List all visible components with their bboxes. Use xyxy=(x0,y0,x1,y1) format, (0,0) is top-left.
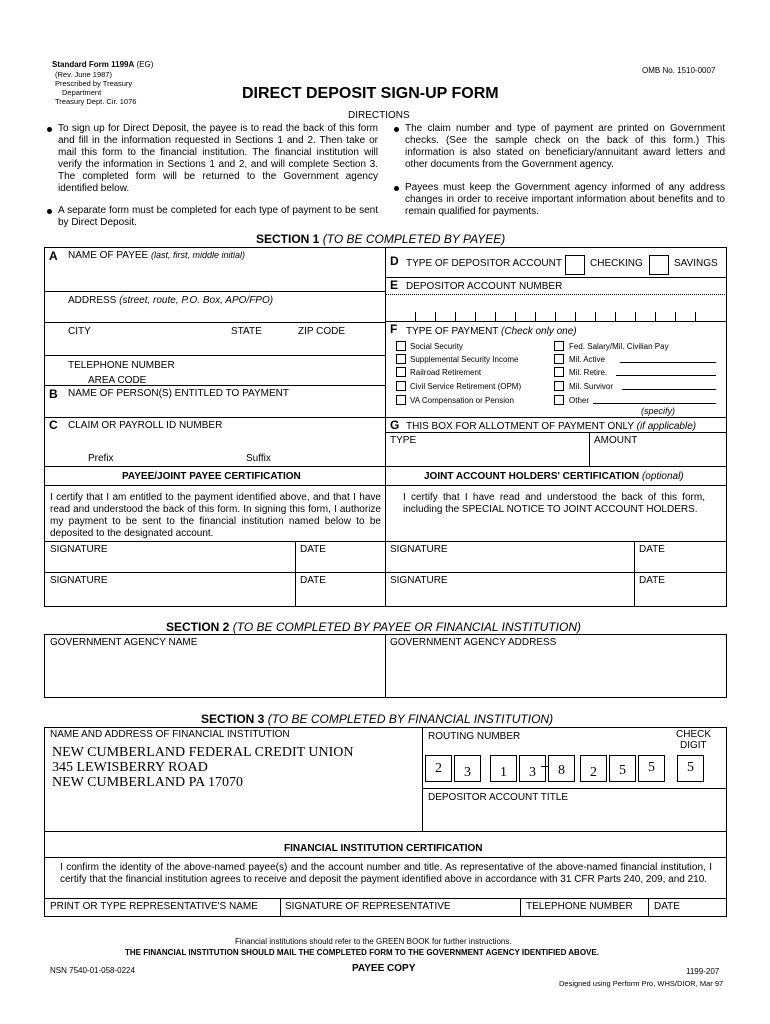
joint-signature-2[interactable]: SIGNATURE xyxy=(390,575,448,586)
fi-name-line2[interactable]: 345 LEWISBERRY ROAD xyxy=(52,760,208,775)
payment-option-label: VA Compensation or Pension xyxy=(410,396,514,405)
payment-option-label: Mil. Retire. xyxy=(569,368,608,377)
form-id-suffix: (EG) xyxy=(136,60,154,69)
routing-digit[interactable]: 8 xyxy=(548,755,575,782)
ssi-checkbox[interactable] xyxy=(396,354,406,364)
fi-cert-title: FINANCIAL INSTITUTION CERTIFICATION xyxy=(284,843,483,854)
payment-type-heading xyxy=(406,326,577,338)
direction-right-2: Payees must keep the Government agency informed of any address changes in order to receive important information about benefits and to remain qualified for payments. xyxy=(405,182,725,217)
divider xyxy=(280,898,281,917)
zip-label[interactable]: ZIP CODE xyxy=(298,326,346,337)
joint-cert-note: (optional) xyxy=(641,471,684,482)
divider xyxy=(44,466,727,467)
routing-digit[interactable]: 5 xyxy=(609,755,636,782)
address-label: ADDRESS xyxy=(68,295,117,306)
tick xyxy=(455,312,456,321)
va-checkbox[interactable] xyxy=(396,395,406,405)
footer-note-1: Financial institutions should refer to the GREEN BOOK for further instructions. xyxy=(235,937,512,946)
divider xyxy=(385,432,727,433)
omb-number: OMB No. 1510-0007 xyxy=(642,66,716,75)
payment-option-label: Fed. Salary/Mil. Civilian Pay xyxy=(569,342,669,351)
divider xyxy=(44,322,385,323)
claim-id-label[interactable]: CLAIM OR PAYROLL ID NUMBER xyxy=(68,420,223,431)
other-checkbox[interactable] xyxy=(554,395,564,405)
section1-note: (TO BE COMPLETED BY PAYEE) xyxy=(322,232,506,246)
divider xyxy=(385,634,386,698)
section3-heading xyxy=(201,712,553,726)
divider xyxy=(422,727,423,831)
divider xyxy=(422,788,727,789)
tick xyxy=(435,312,436,321)
address-note: (street, route, P.O. Box, APO/FPO) xyxy=(119,295,274,306)
divider xyxy=(385,321,727,322)
letter-a: A xyxy=(49,249,58,263)
prescribed-3: Treasury Dept. Cir. 1076 xyxy=(55,97,137,106)
mil-active-checkbox[interactable] xyxy=(554,354,564,364)
tick xyxy=(695,312,696,321)
fill-line xyxy=(616,375,716,376)
state-label[interactable]: STATE xyxy=(231,326,262,337)
payee-cert-title: PAYEE/JOINT PAYEE CERTIFICATION xyxy=(122,471,301,482)
fi-phone-field[interactable]: TELEPHONE NUMBER xyxy=(526,901,633,912)
bullet-icon xyxy=(47,209,52,214)
divider xyxy=(385,294,727,295)
letter-d: D xyxy=(390,254,399,268)
account-type-label: TYPE OF DEPOSITOR ACCOUNT xyxy=(406,258,562,269)
routing-digit[interactable]: 5 xyxy=(638,755,665,782)
check-digit-box[interactable]: 5 xyxy=(677,755,704,782)
bullet-icon xyxy=(394,127,399,132)
direction-right-1: The claim number and type of payment are printed on Government checks. (See the sample check on the back of this form.) This information is also stated on beneficiary/annuitant award letters and other documents from the Government agency. xyxy=(405,123,725,170)
divider xyxy=(648,898,649,917)
payee-copy-label: PAYEE COPY xyxy=(352,963,416,974)
routing-digit[interactable]: 3 xyxy=(519,755,546,782)
divider xyxy=(634,541,635,607)
city-label[interactable]: CITY xyxy=(68,326,91,337)
designed-by: Designed using Perform Pro, WHS/DIOR, Mar 97 xyxy=(559,979,724,988)
telephone-label[interactable]: TELEPHONE NUMBER xyxy=(68,360,175,371)
divider xyxy=(44,831,727,832)
payee-signature-2[interactable]: SIGNATURE xyxy=(50,575,108,586)
routing-digit[interactable]: 2 xyxy=(425,755,452,782)
check-digit-label-1: CHECK xyxy=(676,729,712,740)
divider xyxy=(589,432,590,466)
section2-title: SECTION 2 xyxy=(166,620,230,634)
divider xyxy=(385,541,386,607)
direction-left-1: To sign up for Direct Deposit, the payee is to read the back of this form and fill in the information requested in Sections 1 and 2. Then take or mail this form to the financial institution. The financial institution will verify the information in Sections 1 and 2, and will complete Section 3. The completed form will be returned to the Government agency identified below. xyxy=(58,123,378,194)
tick xyxy=(555,312,556,321)
nsn-number: NSN 7540-01-058-0224 xyxy=(50,966,135,975)
fill-line xyxy=(622,389,716,390)
payee-name-note: (last, first, middle initial) xyxy=(150,250,246,260)
payee-name-field[interactable] xyxy=(68,250,245,262)
account-number-input[interactable] xyxy=(385,294,727,321)
fill-line xyxy=(593,403,716,404)
divider xyxy=(44,898,727,899)
payee-date-2[interactable]: DATE xyxy=(300,575,326,586)
mil-survivor-checkbox[interactable] xyxy=(554,381,564,391)
fill-line xyxy=(620,362,716,363)
agency-address-field[interactable]: GOVERNMENT AGENCY ADDRESS xyxy=(390,637,557,648)
letter-f: F xyxy=(390,322,398,336)
allotment-label: THIS BOX FOR ALLOTMENT OF PAYMENT ONLY xyxy=(406,421,634,432)
joint-cert-heading xyxy=(424,471,684,483)
tick xyxy=(475,312,476,321)
letter-c: C xyxy=(49,418,58,432)
joint-cert-text: I certify that I have read and understood the back of this form, including the SPECIAL NOTICE TO JOINT ACCOUNT HOLDERS. xyxy=(403,492,705,515)
payee-cert-text: I certify that I am entitled to the payment identified above, and that I have read and understood the back of this form. In signing this form, I authorize my payment to be sent to the financial institution named below to be deposited to the designated account. xyxy=(50,492,381,539)
section1-title: SECTION 1 xyxy=(256,232,320,246)
tick xyxy=(515,312,516,321)
tick xyxy=(415,312,416,321)
railroad-checkbox[interactable] xyxy=(396,367,406,377)
checking-label: CHECKING xyxy=(590,258,643,269)
routing-digit[interactable]: 1 xyxy=(490,755,517,782)
form-id-text: Standard Form 1199A xyxy=(52,60,135,69)
savings-label: SAVINGS xyxy=(674,258,718,269)
rep-name-field[interactable]: PRINT OR TYPE REPRESENTATIVE'S NAME xyxy=(50,901,258,912)
divider xyxy=(44,485,727,486)
payment-type-note: (Check only one) xyxy=(501,326,577,337)
divider xyxy=(44,572,727,573)
payment-option-label: Mil. Active xyxy=(569,355,606,364)
section3-note: (TO BE COMPLETED BY FINANCIAL INSTITUTION) xyxy=(267,712,554,726)
joint-date-1[interactable]: DATE xyxy=(639,544,665,555)
tick xyxy=(595,312,596,321)
footer-note-2: THE FINANCIAL INSTITUTION SHOULD MAIL THE COMPLETED FORM TO THE GOVERNMENT AGENCY IDENTIFIED ABOVE. xyxy=(125,948,599,957)
area-code-label: AREA CODE xyxy=(88,375,147,386)
bullet-icon xyxy=(47,127,52,132)
payment-option-label: Mil. Survivor xyxy=(569,382,614,391)
payment-option-label: Railroad Retirement xyxy=(410,368,482,377)
civil-service-checkbox[interactable] xyxy=(396,381,406,391)
mil-retire-checkbox[interactable] xyxy=(554,367,564,377)
letter-b: B xyxy=(49,387,58,401)
tick xyxy=(655,312,656,321)
allotment-type-label[interactable]: TYPE xyxy=(390,435,417,446)
suffix-label: Suffix xyxy=(246,453,271,464)
bullet-icon xyxy=(394,186,399,191)
tick xyxy=(615,312,616,321)
tick xyxy=(575,312,576,321)
fi-date-field[interactable]: DATE xyxy=(654,901,680,912)
prefix-label: Prefix xyxy=(88,453,114,464)
fi-name-line3[interactable]: NEW CUMBERLAND PA 17070 xyxy=(52,775,243,790)
routing-digit[interactable]: 3 xyxy=(454,755,481,782)
form-number: 1199-207 xyxy=(686,967,720,976)
payment-option-label: Civil Service Retirement (OPM) xyxy=(410,382,522,391)
divider xyxy=(44,857,727,858)
routing-number-label: ROUTING NUMBER xyxy=(428,731,521,742)
fi-name-line1[interactable]: NEW CUMBERLAND FEDERAL CREDIT UNION xyxy=(52,745,354,760)
divider xyxy=(44,417,727,418)
payment-option-label: Supplemental Security Income xyxy=(410,355,519,364)
tick xyxy=(675,312,676,321)
joint-signature-1[interactable]: SIGNATURE xyxy=(390,544,448,555)
social-security-checkbox[interactable] xyxy=(396,341,406,351)
section2-heading xyxy=(166,620,581,634)
address-field[interactable] xyxy=(68,295,273,307)
fi-cert-text: I confirm the identity of the above-named payee(s) and the account number and title. As representative of the above-named financial institution, I certify that the financial institution agrees to receive and deposit the payment identified above in accordance with 31 CFR Parts 240, 209, and 210. xyxy=(60,862,712,885)
section3-title: SECTION 3 xyxy=(201,712,265,726)
joint-cert-title: JOINT ACCOUNT HOLDERS' CERTIFICATION xyxy=(424,471,640,482)
checking-checkbox[interactable] xyxy=(565,255,585,275)
depositor-account-title[interactable]: DEPOSITOR ACCOUNT TITLE xyxy=(428,792,569,803)
savings-checkbox[interactable] xyxy=(649,255,669,275)
section1-heading xyxy=(256,232,505,246)
payee-date-1[interactable]: DATE xyxy=(300,544,326,555)
section1-divider xyxy=(385,247,386,542)
divider xyxy=(385,277,727,278)
letter-g: G xyxy=(390,418,400,432)
form-id xyxy=(52,60,153,69)
allotment-note: (if applicable) xyxy=(636,421,697,432)
payee-signature-1[interactable]: SIGNATURE xyxy=(50,544,108,555)
specify-label: (specify) xyxy=(641,406,676,416)
fed-salary-checkbox[interactable] xyxy=(554,341,564,351)
allotment-amount-label[interactable]: AMOUNT xyxy=(594,435,638,446)
tick xyxy=(635,312,636,321)
divider xyxy=(295,541,296,607)
directions-heading: DIRECTIONS xyxy=(348,110,410,121)
form-title: DIRECT DEPOSIT SIGN-UP FORM xyxy=(242,85,499,102)
letter-e: E xyxy=(390,278,399,292)
divider xyxy=(520,898,521,917)
section2-note: (TO BE COMPLETED BY PAYEE OR FINANCIAL INSTITUTION) xyxy=(232,620,581,634)
payee-name-label: NAME OF PAYEE xyxy=(68,250,149,261)
persons-entitled-label[interactable]: NAME OF PERSON(S) ENTITLED TO PAYMENT xyxy=(68,388,289,399)
tick xyxy=(535,312,536,321)
prescribed-2: Department xyxy=(62,88,102,97)
divider xyxy=(44,385,385,386)
divider xyxy=(44,355,385,356)
fi-name-label: NAME AND ADDRESS OF FINANCIAL INSTITUTION xyxy=(50,729,290,740)
routing-digit[interactable]: 2 xyxy=(580,755,607,782)
tick xyxy=(495,312,496,321)
check-digit-label-2: DIGIT xyxy=(680,740,707,751)
direction-left-2: A separate form must be completed for each type of payment to be sent by Direct Deposit. xyxy=(58,205,378,228)
payment-option-label: Other xyxy=(569,396,590,405)
agency-name-field[interactable]: GOVERNMENT AGENCY NAME xyxy=(50,637,198,648)
rev-date: (Rev. June 1987) xyxy=(55,70,112,79)
joint-date-2[interactable]: DATE xyxy=(639,575,665,586)
rep-signature-field[interactable]: SIGNATURE OF REPRESENTATIVE xyxy=(285,901,451,912)
divider xyxy=(44,291,385,292)
payment-type-label: TYPE OF PAYMENT xyxy=(406,326,499,337)
payment-option-label: Social Security xyxy=(410,342,463,351)
prescribed-1: Prescribed by Treasury xyxy=(55,79,133,88)
account-number-label: DEPOSITOR ACCOUNT NUMBER xyxy=(406,281,563,292)
